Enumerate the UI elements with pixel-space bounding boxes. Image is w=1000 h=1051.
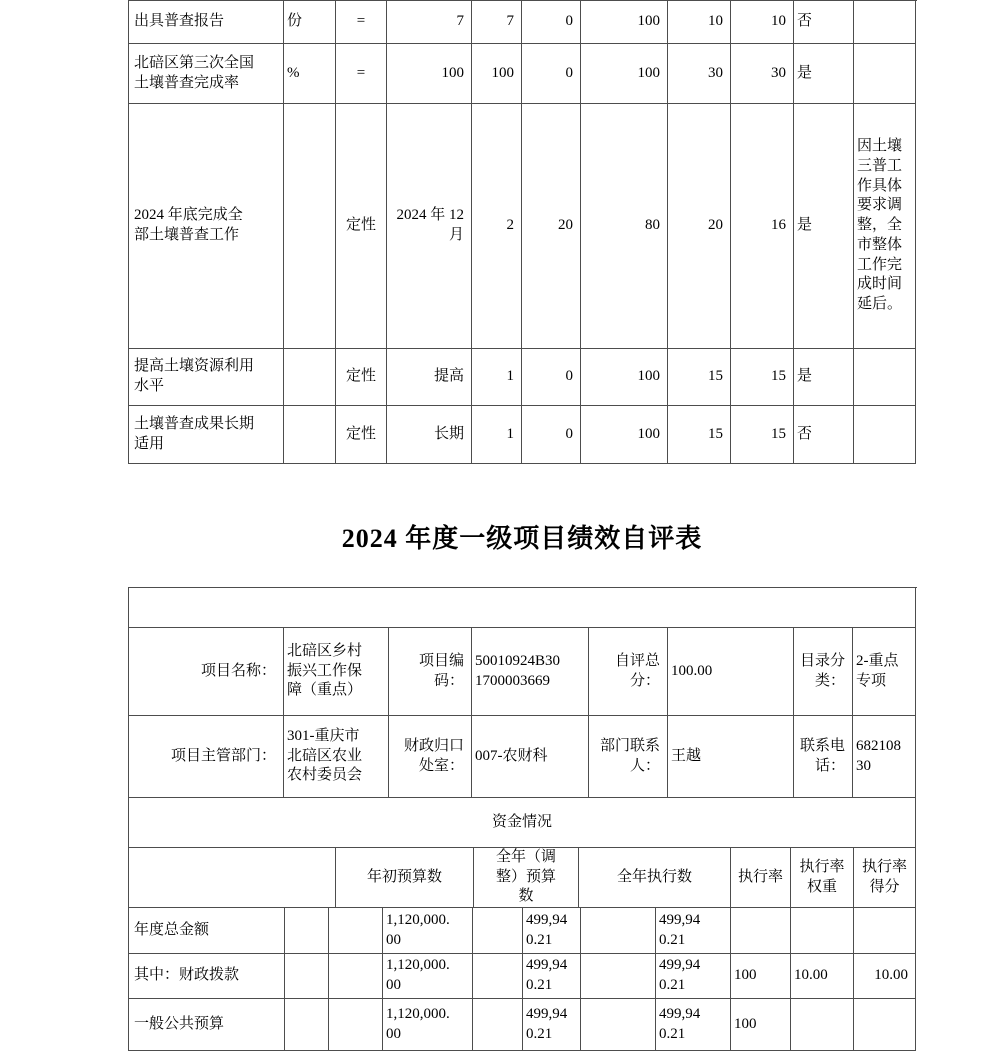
- empty-cell: [581, 954, 656, 999]
- header-rate-score: 执行率得分: [854, 848, 916, 908]
- phone-value: [853, 716, 916, 798]
- empty-cell: [581, 908, 656, 954]
- score-cell: 10: [731, 1, 794, 44]
- rate-cell: 100: [581, 349, 668, 406]
- operator-cell: 定性: [336, 349, 387, 406]
- cell-text: 2-重点专项: [856, 652, 899, 689]
- remark-cell: [854, 104, 916, 349]
- row-label-cell: 一般公共预算: [129, 999, 285, 1051]
- operator-cell: =: [336, 44, 387, 104]
- initial-budget-cell: [383, 999, 473, 1051]
- rate-weight-cell: [791, 999, 854, 1051]
- table-row: [129, 908, 917, 954]
- annual-execution-cell: [656, 908, 731, 954]
- cell-text: 北碚区第三次全国土壤普查完成率: [134, 54, 255, 91]
- actual-value-cell: 2: [472, 104, 522, 349]
- table-row: [129, 44, 917, 104]
- empty-cell: [285, 954, 329, 999]
- table-row: [129, 104, 917, 349]
- cell-text: 出具普查报告: [134, 13, 225, 30]
- page-title: 2024 年度一级项目绩效自评表: [341, 524, 703, 553]
- rate-weight-cell: 10.00: [791, 954, 854, 999]
- actual-value-cell: 7: [472, 1, 522, 44]
- actual-value-cell: 1: [472, 349, 522, 406]
- table-row: [129, 628, 917, 716]
- cell-text: 50010924B301700003669: [475, 652, 561, 689]
- contact-value: 王越: [668, 716, 794, 798]
- header-adjusted-budget: [474, 848, 579, 908]
- project-code-value: [472, 628, 589, 716]
- rate-score-cell: [854, 999, 916, 1051]
- header-rate-weight: 执行率权重: [791, 848, 854, 908]
- remark-cell: [854, 349, 916, 406]
- target-value-cell: 100: [387, 44, 472, 104]
- remark-cell: [854, 406, 916, 464]
- rate-cell: 100: [581, 44, 668, 104]
- cell-text: 499,940.21: [526, 1005, 568, 1042]
- cell-text: 68210830: [856, 737, 901, 774]
- table-row: [129, 716, 917, 798]
- empty-cell: [581, 999, 656, 1051]
- funds-section-label: 资金情况: [129, 798, 916, 848]
- flag-cell: 否: [794, 406, 854, 464]
- adjusted-budget-cell: [523, 999, 581, 1051]
- unit-cell: %: [284, 44, 336, 104]
- target-value-cell: 2024 年 12 月: [387, 104, 472, 349]
- cell-text: 全年（调整）预算数: [495, 848, 556, 905]
- indicator-table: [128, 0, 917, 464]
- deviation-cell: 0: [522, 349, 581, 406]
- adjusted-budget-cell: [523, 908, 581, 954]
- execution-rate-cell: [731, 908, 791, 954]
- project-code-label: 项目编码：: [389, 628, 472, 716]
- weight-cell: 15: [668, 406, 731, 464]
- score-cell: 15: [731, 349, 794, 406]
- initial-budget-cell: [383, 908, 473, 954]
- empty-cell: [285, 999, 329, 1051]
- indicator-name-cell: [129, 406, 284, 464]
- weight-cell: 15: [668, 349, 731, 406]
- annual-execution-cell: [656, 954, 731, 999]
- phone-label: 联系电话：: [794, 716, 853, 798]
- deviation-cell: 0: [522, 406, 581, 464]
- cell-text: 301-重庆市北碚区农业农村委员会: [287, 727, 363, 784]
- weight-cell: 30: [668, 44, 731, 104]
- unit-cell: [284, 406, 336, 464]
- actual-value-cell: 1: [472, 406, 522, 464]
- project-name-label: 项目名称：: [129, 628, 284, 716]
- rate-score-cell: [854, 908, 916, 954]
- table-row: [129, 588, 917, 628]
- cell-text: 1,120,000.00: [386, 1005, 450, 1042]
- table-row: [129, 954, 917, 999]
- table-row: [129, 798, 917, 848]
- cell-text: 499,940.21: [659, 911, 701, 948]
- table-row: [129, 999, 917, 1051]
- execution-rate-cell: 100: [731, 999, 791, 1051]
- rate-weight-cell: [791, 908, 854, 954]
- cell-text: 499,940.21: [659, 957, 701, 993]
- empty-cell: [329, 954, 383, 999]
- flag-cell: 是: [794, 349, 854, 406]
- self-score-value: 100.00: [668, 628, 794, 716]
- empty-cell: [473, 999, 523, 1051]
- score-cell: 15: [731, 406, 794, 464]
- weight-cell: 10: [668, 1, 731, 44]
- table-row: [129, 1, 917, 44]
- deviation-cell: 0: [522, 1, 581, 44]
- catalog-value: [853, 628, 916, 716]
- adjusted-budget-cell: [523, 954, 581, 999]
- weight-cell: 20: [668, 104, 731, 349]
- finance-office-label: 财政归口处室：: [389, 716, 472, 798]
- cell-text: 1,120,000.00: [386, 957, 450, 993]
- row-label-cell: 其中：财政拨款: [129, 954, 285, 999]
- target-value-cell: 长期: [387, 406, 472, 464]
- annual-execution-cell: [656, 999, 731, 1051]
- self-evaluation-table: [128, 587, 917, 1051]
- operator-cell: 定性: [336, 104, 387, 349]
- header-annual-execution: 全年执行数: [579, 848, 731, 908]
- empty-header-cell: [129, 848, 336, 908]
- empty-cell: [129, 588, 916, 628]
- flag-cell: 是: [794, 104, 854, 349]
- remark-cell: [854, 1, 916, 44]
- table-row: [129, 406, 917, 464]
- operator-cell: 定性: [336, 406, 387, 464]
- catalog-label: 目录分类：: [794, 628, 853, 716]
- empty-cell: [473, 954, 523, 999]
- header-execution-rate: 执行率: [731, 848, 791, 908]
- cell-text: 2024 年底完成全部土壤普查工作: [134, 207, 243, 243]
- remark-cell: [854, 44, 916, 104]
- cell-text: 499,940.21: [659, 1005, 701, 1042]
- target-value-cell: 7: [387, 1, 472, 44]
- rate-cell: 100: [581, 406, 668, 464]
- empty-cell: [329, 999, 383, 1051]
- indicator-name-cell: [129, 349, 284, 406]
- department-label: 项目主管部门：: [129, 716, 284, 798]
- cell-text: 499,940.21: [526, 957, 568, 993]
- indicator-name-cell: [129, 104, 284, 349]
- flag-cell: 否: [794, 1, 854, 44]
- department-value: [284, 716, 389, 798]
- cell-text: 1,120,000.00: [386, 911, 450, 948]
- unit-cell: [284, 349, 336, 406]
- cell-text: 499,940.21: [526, 911, 568, 948]
- cell-text: 北碚区乡村振兴工作保障（重点）: [287, 642, 363, 699]
- execution-rate-cell: 100: [731, 954, 791, 999]
- unit-cell: 份: [284, 1, 336, 44]
- header-initial-budget: 年初预算数: [336, 848, 474, 908]
- actual-value-cell: 100: [472, 44, 522, 104]
- cell-text: 提高土壤资源利用水平: [134, 358, 255, 394]
- operator-cell: =: [336, 1, 387, 44]
- cell-text: 因土壤三普工作具体要求调整，全市整体工作完成时间延后。: [857, 137, 903, 313]
- table-row: [129, 349, 917, 406]
- empty-cell: [285, 908, 329, 954]
- rate-cell: 100: [581, 1, 668, 44]
- finance-office-value: 007-农财科: [472, 716, 589, 798]
- target-value-cell: 提高: [387, 349, 472, 406]
- deviation-cell: 20: [522, 104, 581, 349]
- deviation-cell: 0: [522, 44, 581, 104]
- unit-cell: [284, 104, 336, 349]
- empty-cell: [473, 908, 523, 954]
- indicator-name-cell: [129, 1, 284, 44]
- rate-cell: 80: [581, 104, 668, 349]
- empty-cell: [329, 908, 383, 954]
- project-name-value: [284, 628, 389, 716]
- self-score-label: 自评总分：: [589, 628, 668, 716]
- score-cell: 30: [731, 44, 794, 104]
- table-header-row: [129, 848, 917, 908]
- contact-label: 部门联系人：: [589, 716, 668, 798]
- initial-budget-cell: [383, 954, 473, 999]
- score-cell: 16: [731, 104, 794, 349]
- indicator-name-cell: [129, 44, 284, 104]
- rate-score-cell: 10.00: [854, 954, 916, 999]
- row-label-cell: 年度总金额: [129, 908, 285, 954]
- flag-cell: 是: [794, 44, 854, 104]
- cell-text: 土壤普查成果长期适用: [134, 415, 255, 452]
